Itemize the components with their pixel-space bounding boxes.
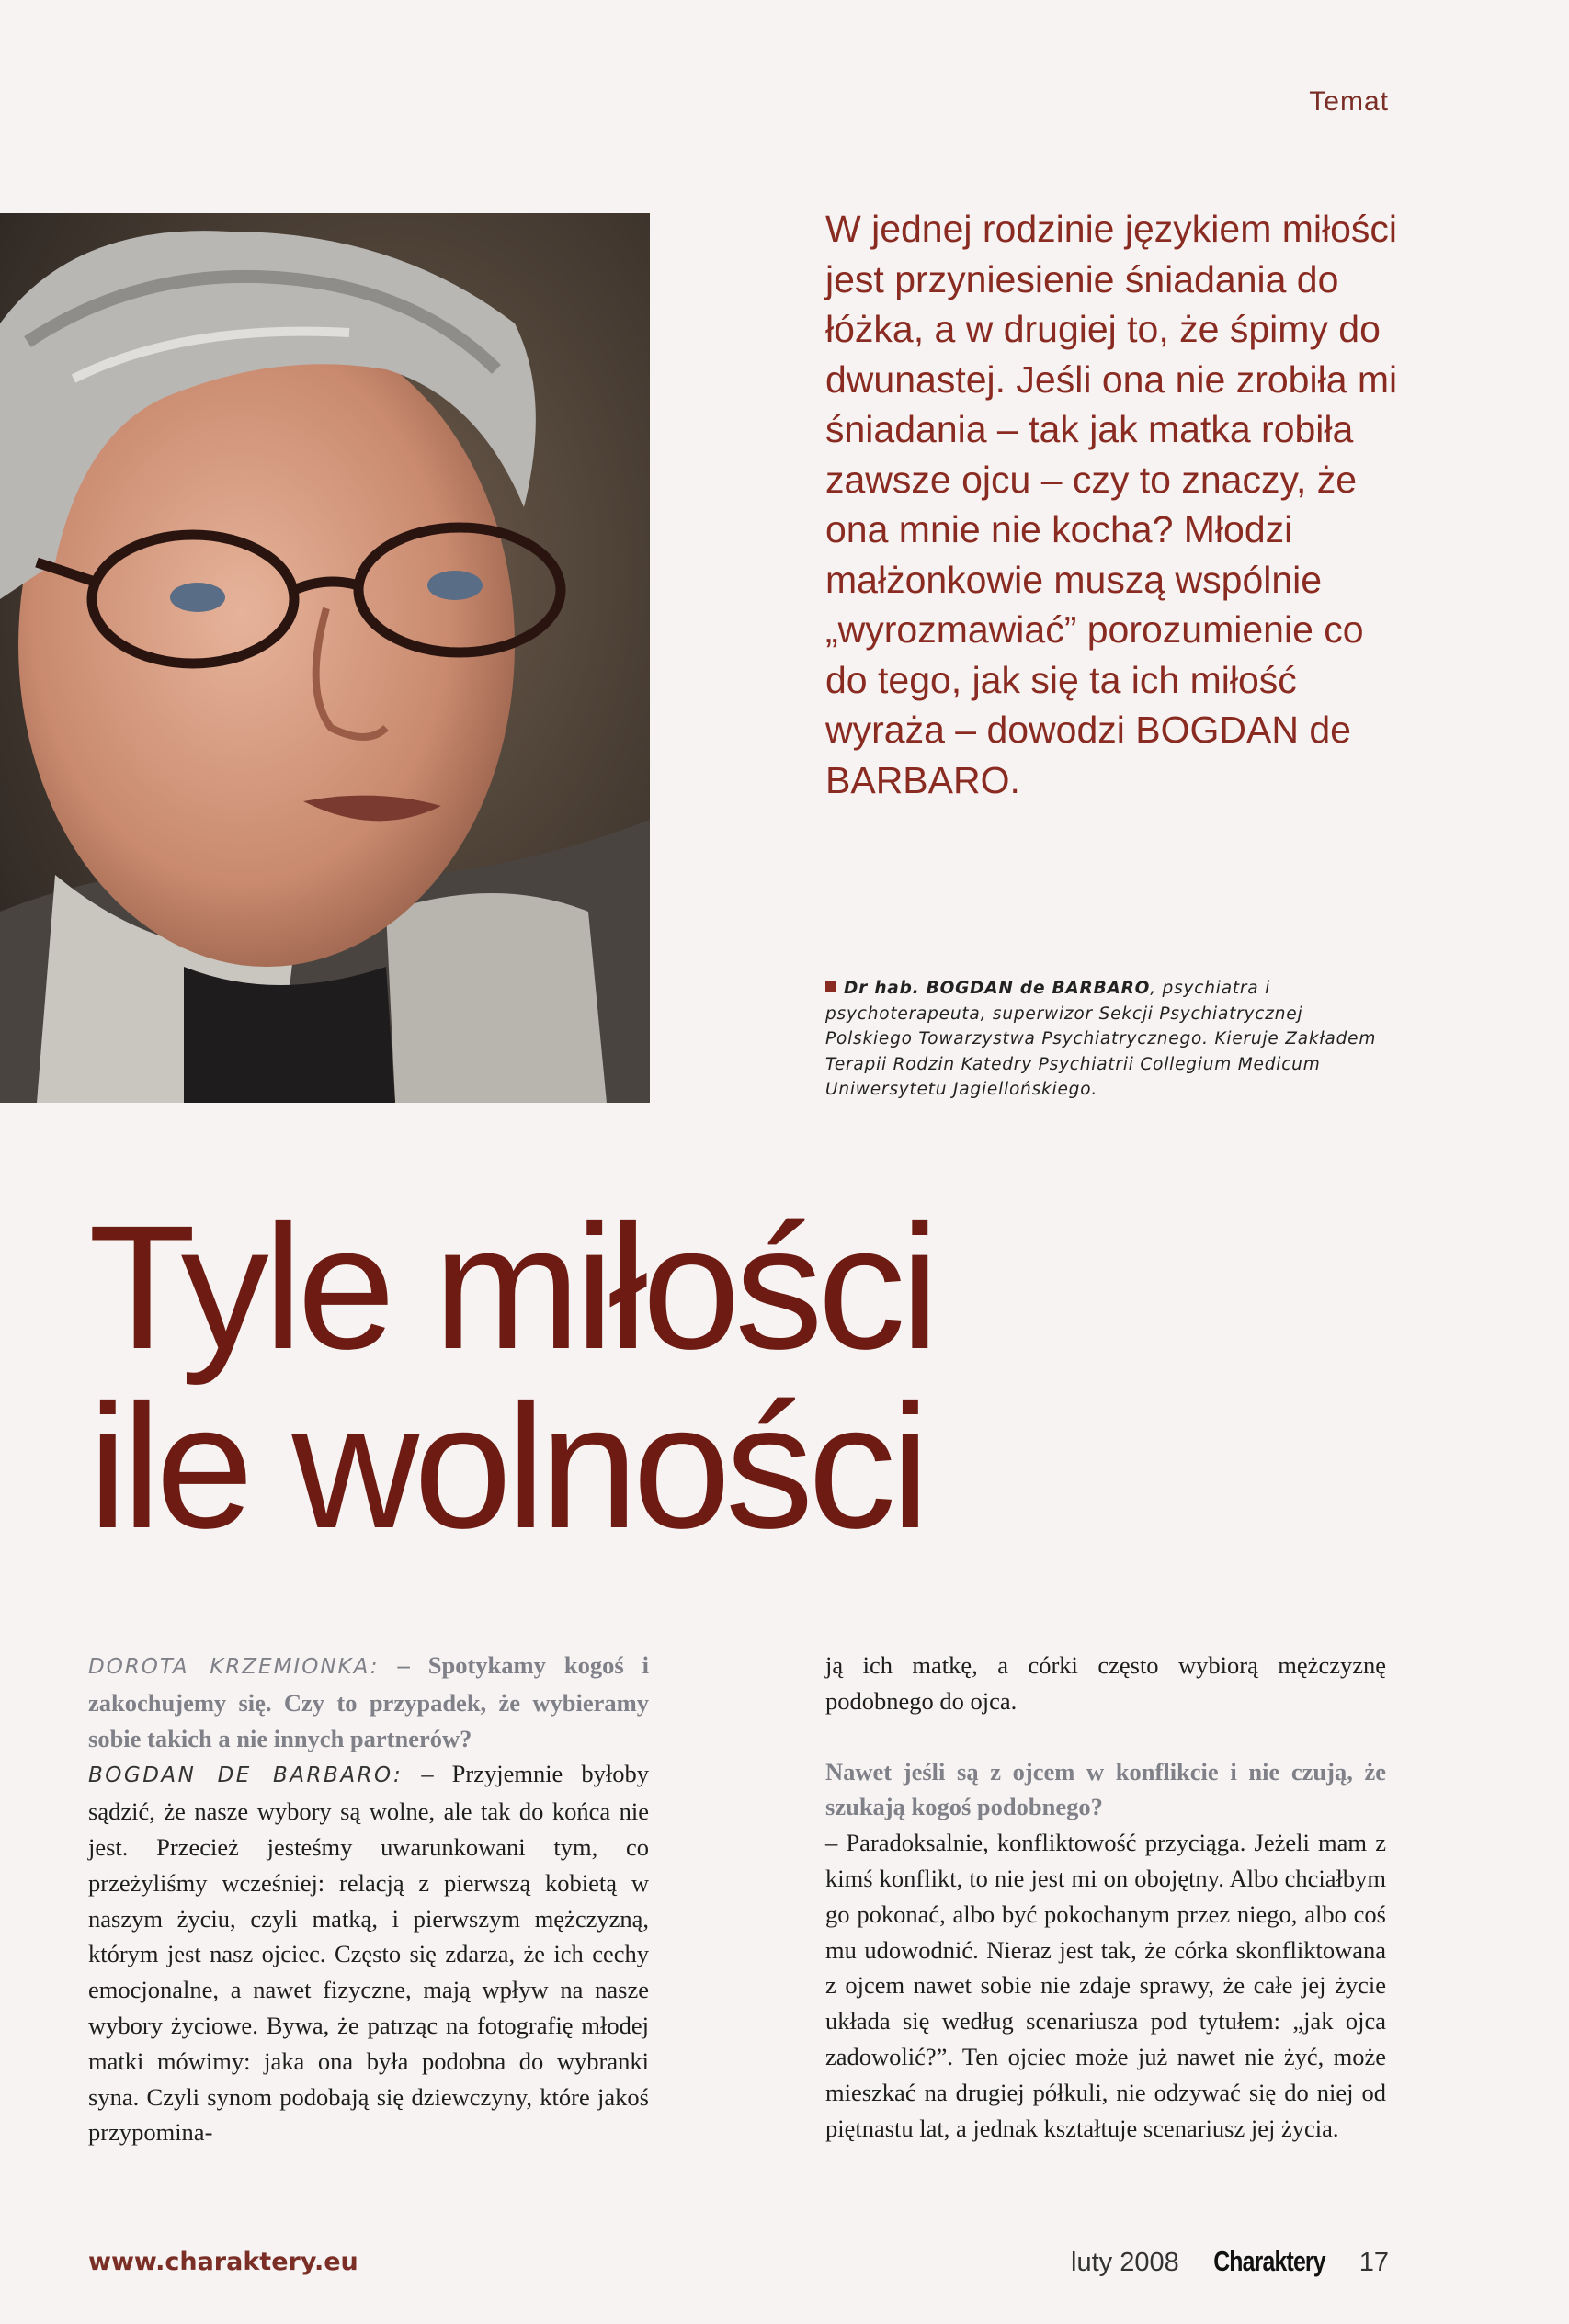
lead-text: W jednej rodzinie językiem miłości jest przyniesienie śniadania do łóżka, a w drugiej to, że śpimy do dwunastej. Jeśli ona nie zrobiła mi śniadania – tak jak matka robiła zawsze ojcu – czy to znaczy, że ona mnie nie kocha? Młodzi małżonkowie muszą wspólnie „wyrozmawiać” porozumienie co do tego, jak się ta ich miłość wyraża – dowodzi BOGDAN de BARBARO.	[825, 208, 1398, 801]
question-1	[88, 1648, 649, 1756]
article-column-right	[825, 1648, 1386, 2146]
bullet-square-icon	[825, 981, 836, 992]
headline-line-1: Tyle miłości	[88, 1188, 935, 1386]
footer-website-link[interactable]: www.charaktery.eu	[88, 2248, 358, 2276]
answer-1-continued: ją ich matkę, a córki często wybiorą mężczyznę podobnego do ojca.	[825, 1651, 1386, 1715]
answer-1	[88, 1756, 649, 2150]
footer-magazine-logo: Charaktery	[1212, 2245, 1325, 2277]
bio-name: Dr hab. BOGDAN de BARBARO	[844, 979, 1151, 998]
headline-line-2: ile wolności	[88, 1367, 925, 1565]
interviewee-label: BOGDAN DE BARBARO:	[88, 1763, 404, 1788]
footer-page-number: 17	[1359, 2248, 1389, 2277]
lead-paragraph	[825, 204, 1414, 805]
article-column-left	[88, 1648, 649, 2150]
footer-issue-info	[1071, 2245, 1389, 2278]
section-label: Temat	[1309, 86, 1389, 117]
answer-2: – Paradoksalnie, konfliktowość przyciąga. Jeżeli mam z kimś konflikt, to nie jest mi on obojętny. Albo chciałbym go pokonać, albo być pokochanym przez niego, albo coś mu udowodnić. Nieraz jest tak, że córka skonfliktowana z ojcem nawet sobie nie zdaje sprawy, że całe jej życie układa się według scenariusza pod tytułem: „jak ojca zadowolić?”. Ten ojciec może już nawet nie żyć, może mieszkać na drugiej półkuli, nie odzywać się do niej od piętnastu lat, a jednak kształtuje scenariusz jej życia.	[825, 1829, 1386, 2142]
footer-issue-date: luty 2008	[1071, 2248, 1179, 2277]
answer-1-text: – Przyjemnie byłoby sądzić, że nasze wybory są wolne, ale tak do końca nie jest. Przecież jesteśmy uwarunkowani tym, co przeżyliśmy wcześniej: relacją z pierwszą kobietą w naszym życiu, czyli matką, i pierwszym mężczyzną, którym jest nasz ojciec. Często się zdarza, że ich cechy emocjonalne, a nawet fizyczne, mają wpływ na nasze wybory życiowe. Bywa, że patrząc na fotografię młodej matki mówimy: jaka ona była podobna do wybranki syna. Czyli synom podobają się dziewczyny, które jakoś przypomina-	[88, 1760, 649, 2147]
author-bio	[825, 976, 1395, 1103]
portrait-photo	[0, 213, 650, 1103]
question-2: Nawet jeśli są z ojcem w konflikcie i nie czują, że szukają kogoś podobnego?	[825, 1757, 1386, 1821]
headline	[88, 1188, 935, 1565]
interviewer-label: DOROTA KRZEMIONKA:	[88, 1655, 380, 1679]
bio-text: , psychiatra i psychoterapeuta, superwizor Sekcji Psychiatrycznej Polskiego Towarzystwa Psychiatrycznego. Kieruje Zakładem Terapii Rodzin Katedry Psychiatrii Collegium Medicum Uniwersytetu Jagiellońskiego.	[825, 979, 1377, 1099]
question-1-text: – Spotykamy kogoś i zakochujemy się. Czy to przypadek, że wybieramy sobie takich a nie innych partnerów?	[88, 1651, 649, 1752]
